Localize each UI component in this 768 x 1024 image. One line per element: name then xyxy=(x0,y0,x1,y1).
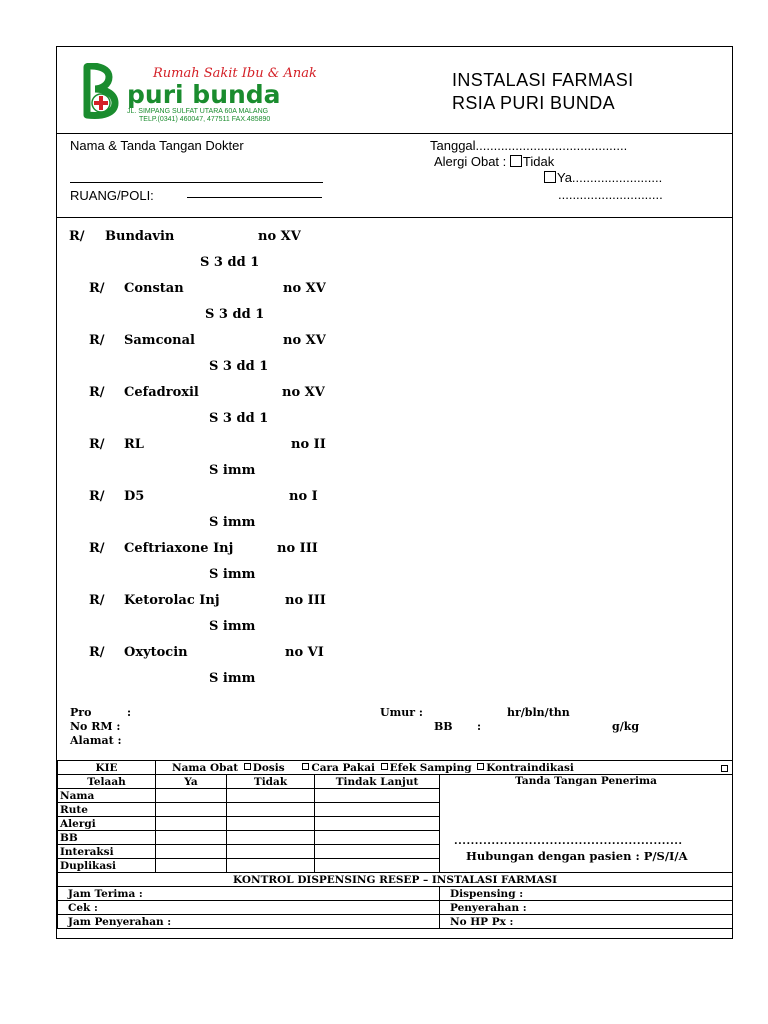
telaah-ya-cell[interactable] xyxy=(156,803,227,817)
cek-field[interactable]: Cek : xyxy=(58,901,440,915)
rx-quantity: no II xyxy=(291,437,326,452)
signature-cell[interactable] xyxy=(440,775,733,873)
rx-quantity: no XV xyxy=(258,229,301,244)
bb-label: BB xyxy=(434,720,453,733)
kie-efek-samping-checkbox[interactable] xyxy=(381,763,388,770)
kie-label: KIE xyxy=(58,761,156,775)
rx-signa: S imm xyxy=(209,463,256,478)
telaah-tidak-cell[interactable] xyxy=(227,845,315,859)
hospital-address: JL. SIMPANG SULFAT UTARA 60A MALANG xyxy=(127,108,269,115)
title-line-1: INSTALASI FARMASI xyxy=(452,70,634,90)
rx-quantity: no III xyxy=(285,593,326,608)
telaah-ya-cell[interactable] xyxy=(156,831,227,845)
kontrol-row xyxy=(58,901,733,915)
ruang-input-line[interactable] xyxy=(187,197,322,198)
telaah-ya-cell[interactable] xyxy=(156,789,227,803)
kie-efek-samping: Efek Samping xyxy=(389,761,472,774)
rx-signa: S 3 dd 1 xyxy=(200,255,260,270)
umur-unit: hr/bln/thn xyxy=(507,706,570,719)
rx-quantity: no I xyxy=(289,489,318,504)
signature-dots: ....................................................... xyxy=(454,835,683,847)
pro-label: Pro xyxy=(70,706,92,719)
ruang-label: RUANG/POLI: xyxy=(70,188,154,203)
kie-extra-checkbox[interactable] xyxy=(721,765,728,772)
rx-quantity: no VI xyxy=(285,645,324,660)
rx-symbol: R/ xyxy=(89,541,105,556)
telaah-header-row xyxy=(58,775,733,789)
kie-kontraindikasi-checkbox[interactable] xyxy=(477,763,484,770)
rx-signa: S imm xyxy=(209,619,256,634)
telaah-tindak-cell[interactable] xyxy=(315,803,440,817)
prescription-form xyxy=(56,46,733,939)
rx-drug-name: Constan xyxy=(124,281,184,296)
kontrol-title-row xyxy=(58,873,733,887)
rx-drug-name: Cefadroxil xyxy=(124,385,199,400)
alergi-ya-checkbox[interactable] xyxy=(544,171,556,183)
kie-table xyxy=(57,760,733,929)
rx-quantity: no III xyxy=(277,541,318,556)
telaah-tidak-cell[interactable] xyxy=(227,789,315,803)
no-hp-field[interactable]: No HP Px : xyxy=(440,915,733,929)
penyerahan-field[interactable]: Penyerahan : xyxy=(440,901,733,915)
kie-dosis: Dosis xyxy=(252,761,285,774)
kie-nama-obat: Nama Obat xyxy=(172,761,239,774)
rx-signa: S 3 dd 1 xyxy=(209,359,269,374)
telaah-tindak-cell[interactable] xyxy=(315,831,440,845)
doctor-signature-line[interactable] xyxy=(70,182,323,183)
rx-drug-name: Bundavin xyxy=(105,229,175,244)
telaah-ya-cell[interactable] xyxy=(156,817,227,831)
rx-drug-name: Ketorolac Inj xyxy=(124,593,220,608)
rx-drug-name: D5 xyxy=(124,489,145,504)
jam-terima-field[interactable]: Jam Terima : xyxy=(58,887,440,901)
telaah-tidak-cell[interactable] xyxy=(227,859,315,873)
rx-quantity: no XV xyxy=(282,385,325,400)
institution-title xyxy=(452,69,634,115)
rx-drug-name: RL xyxy=(124,437,144,452)
telaah-row-label: Alergi xyxy=(58,817,156,831)
telaah-label: Telaah xyxy=(58,775,156,789)
rx-symbol: R/ xyxy=(89,281,105,296)
no-rm-label: No RM : xyxy=(70,720,121,733)
rx-drug-name: Samconal xyxy=(124,333,195,348)
telaah-ya-cell[interactable] xyxy=(156,859,227,873)
rx-drug-name: Ceftriaxone Inj xyxy=(124,541,234,556)
rx-signa: S imm xyxy=(209,671,256,686)
kontrol-row xyxy=(58,887,733,901)
alergi-ya-label: Ya......................... xyxy=(557,170,663,185)
telaah-tindak-cell[interactable] xyxy=(315,859,440,873)
telaah-row-label: Nama xyxy=(58,789,156,803)
rx-symbol: R/ xyxy=(89,333,105,348)
alergi-detail-dots: ............................. xyxy=(558,187,663,202)
kie-items xyxy=(156,761,733,775)
telaah-row-label: Duplikasi xyxy=(58,859,156,873)
signature-label: Tanda Tangan Penerima xyxy=(515,775,657,787)
pro-colon: : xyxy=(127,706,132,719)
telaah-tidak-cell[interactable] xyxy=(227,817,315,831)
divider xyxy=(57,133,732,134)
kie-row xyxy=(58,761,733,775)
hospital-logo xyxy=(81,63,361,123)
rx-symbol: R/ xyxy=(89,489,105,504)
tanggal-field[interactable]: Tanggal.......................................... xyxy=(430,138,628,153)
rx-signa: S 3 dd 1 xyxy=(209,411,269,426)
telaah-tindak-cell[interactable] xyxy=(315,845,440,859)
hospital-phone: TELP.(0341) 460047, 477511 FAX.485890 xyxy=(139,116,271,123)
bb-colon: : xyxy=(477,720,482,733)
hubungan-label: Hubungan dengan pasien : P/S/I/A xyxy=(466,849,688,863)
divider xyxy=(57,217,732,218)
bb-unit: g/kg xyxy=(612,720,640,733)
telaah-ya: Ya xyxy=(156,775,227,789)
hospital-tagline: Rumah Sakit Ibu & Anak xyxy=(153,66,317,81)
dispensing-field[interactable]: Dispensing : xyxy=(440,887,733,901)
telaah-tidak-cell[interactable] xyxy=(227,831,315,845)
telaah-tidak: Tidak xyxy=(227,775,315,789)
alergi-label: Alergi Obat : xyxy=(434,154,507,169)
telaah-row-label: Rute xyxy=(58,803,156,817)
rx-symbol: R/ xyxy=(89,385,105,400)
hospital-name: puri bunda xyxy=(127,80,281,109)
telaah-tindak-cell[interactable] xyxy=(315,817,440,831)
telaah-row-label: BB xyxy=(58,831,156,845)
rx-symbol: R/ xyxy=(69,229,85,244)
title-line-2: RSIA PURI BUNDA xyxy=(452,93,616,113)
alergi-row xyxy=(434,154,554,170)
telaah-tindak-cell[interactable] xyxy=(315,789,440,803)
alergi-ya-row xyxy=(544,170,662,186)
rx-signa: S imm xyxy=(209,567,256,582)
kie-cara-pakai: Cara Pakai xyxy=(311,761,375,774)
rx-symbol: R/ xyxy=(89,645,105,660)
telaah-tidak-cell[interactable] xyxy=(227,803,315,817)
rx-drug-name: Oxytocin xyxy=(124,645,188,660)
doctor-label: Nama & Tanda Tangan Dokter xyxy=(70,138,244,153)
rx-signa: S 3 dd 1 xyxy=(205,307,265,322)
rx-symbol: R/ xyxy=(89,593,105,608)
alergi-tidak-checkbox[interactable] xyxy=(510,155,522,167)
rx-symbol: R/ xyxy=(89,437,105,452)
kie-cara-pakai-checkbox[interactable] xyxy=(302,763,309,770)
telaah-ya-cell[interactable] xyxy=(156,845,227,859)
telaah-row-label: Interaksi xyxy=(58,845,156,859)
alamat-label: Alamat : xyxy=(70,734,122,747)
rx-quantity: no XV xyxy=(283,281,326,296)
rx-quantity: no XV xyxy=(283,333,326,348)
kie-dosis-checkbox[interactable] xyxy=(244,763,251,770)
umur-label: Umur : xyxy=(380,706,423,719)
kontrol-row xyxy=(58,915,733,929)
kontrol-title: KONTROL DISPENSING RESEP – INSTALASI FARMASI xyxy=(58,873,733,887)
rx-signa: S imm xyxy=(209,515,256,530)
telaah-tindak-lanjut: Tindak Lanjut xyxy=(315,775,440,789)
jam-penyerahan-field[interactable]: Jam Penyerahan : xyxy=(58,915,440,929)
kie-kontraindikasi: Kontraindikasi xyxy=(486,761,574,774)
alergi-tidak-label: Tidak xyxy=(522,154,555,169)
